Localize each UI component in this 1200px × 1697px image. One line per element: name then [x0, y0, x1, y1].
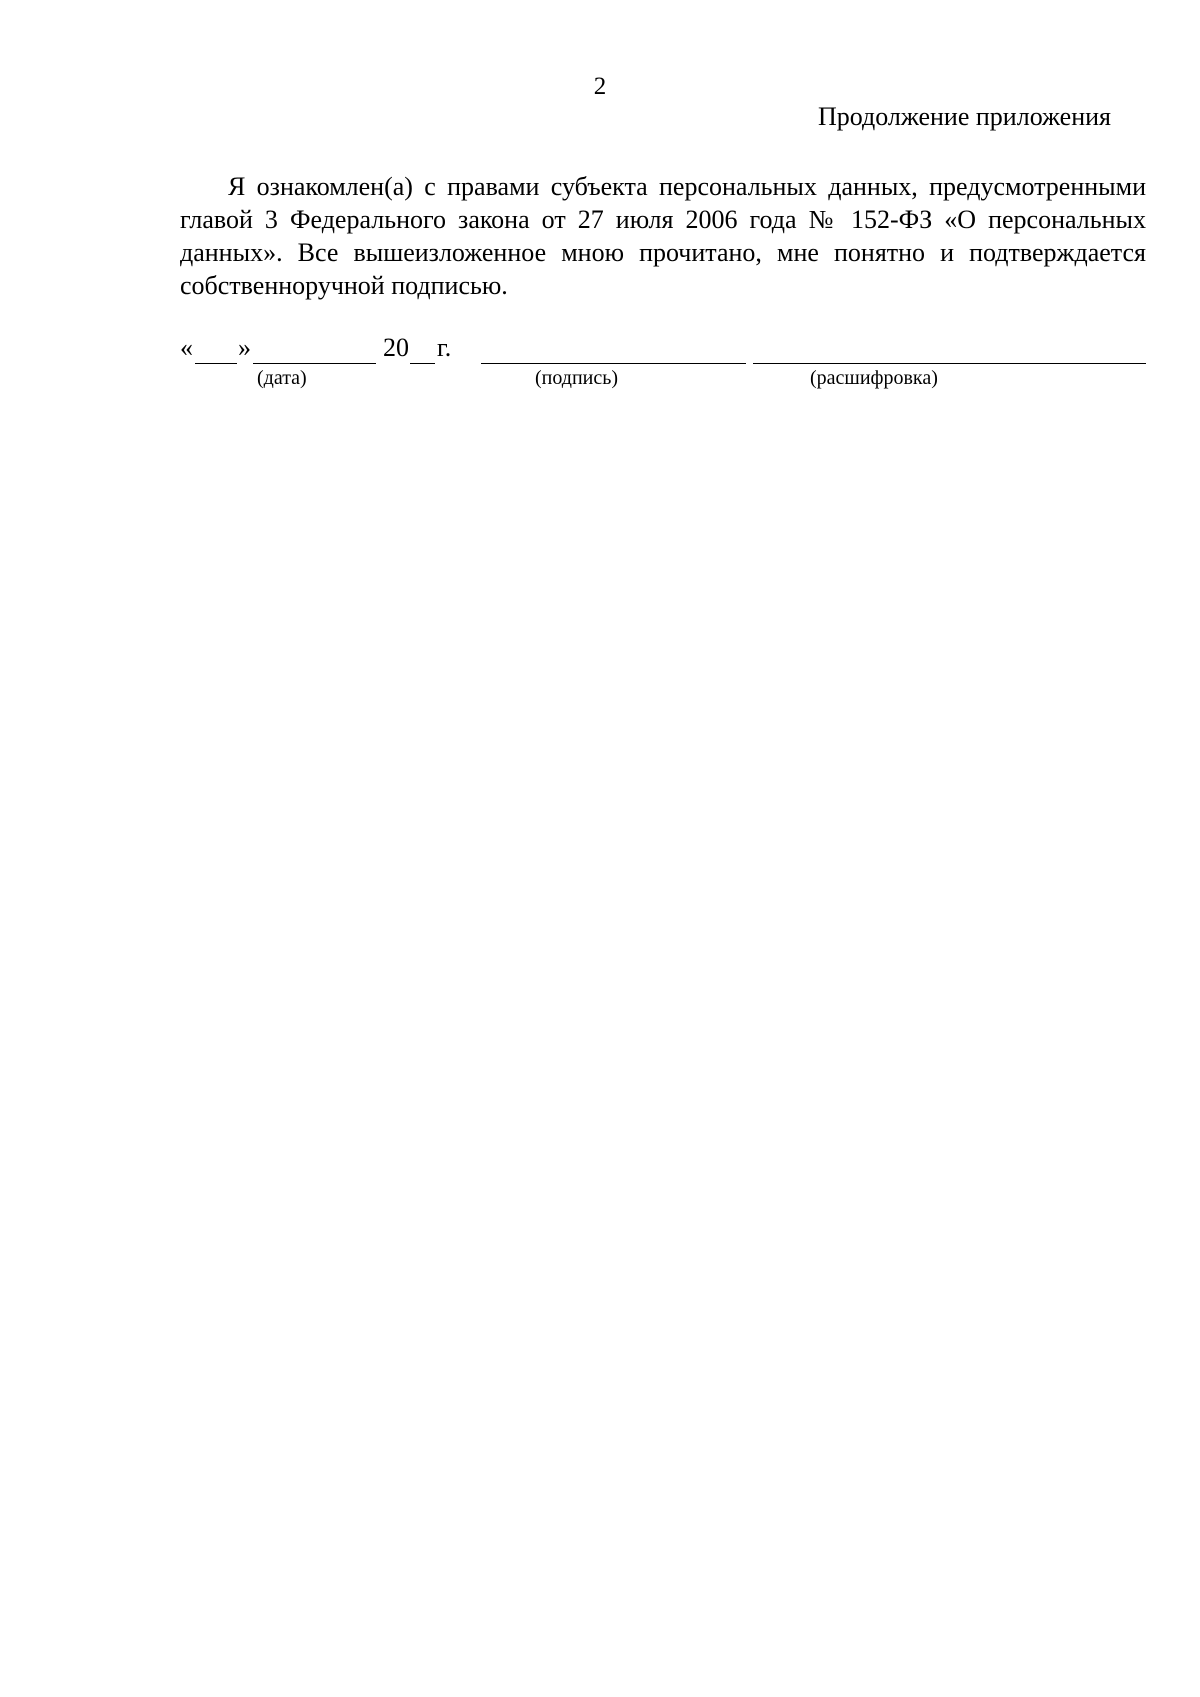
year-prefix: 20 [383, 333, 409, 362]
date-close-quote: » [238, 333, 251, 362]
year-suffix: г. [437, 333, 452, 362]
signature-captions [0, 366, 1200, 392]
day-blank[interactable] [195, 363, 237, 364]
signature-row [180, 333, 1146, 367]
date-open-quote: « [180, 333, 193, 362]
page-number: 2 [593, 73, 607, 100]
caption-signature: (подпись) [535, 367, 619, 389]
signature-blank[interactable] [481, 363, 746, 364]
continuation-header: Продолжение приложения [817, 102, 1111, 131]
year-blank[interactable] [410, 363, 435, 364]
caption-date: (дата) [257, 367, 307, 389]
decoding-blank[interactable] [753, 363, 1146, 364]
consent-paragraph: Я ознакомлен(а) с правами субъекта персональных данных, предусмотренными главой 3 Федерального закона от 27 июля 2006 года № 152-ФЗ «О персональных данных». Все вышеизложенное мною прочитано, мне понятно и подтверждается собственноручной подписью. [180, 172, 1146, 300]
month-blank[interactable] [253, 363, 376, 364]
caption-decoding: (расшифровка) [810, 367, 938, 389]
